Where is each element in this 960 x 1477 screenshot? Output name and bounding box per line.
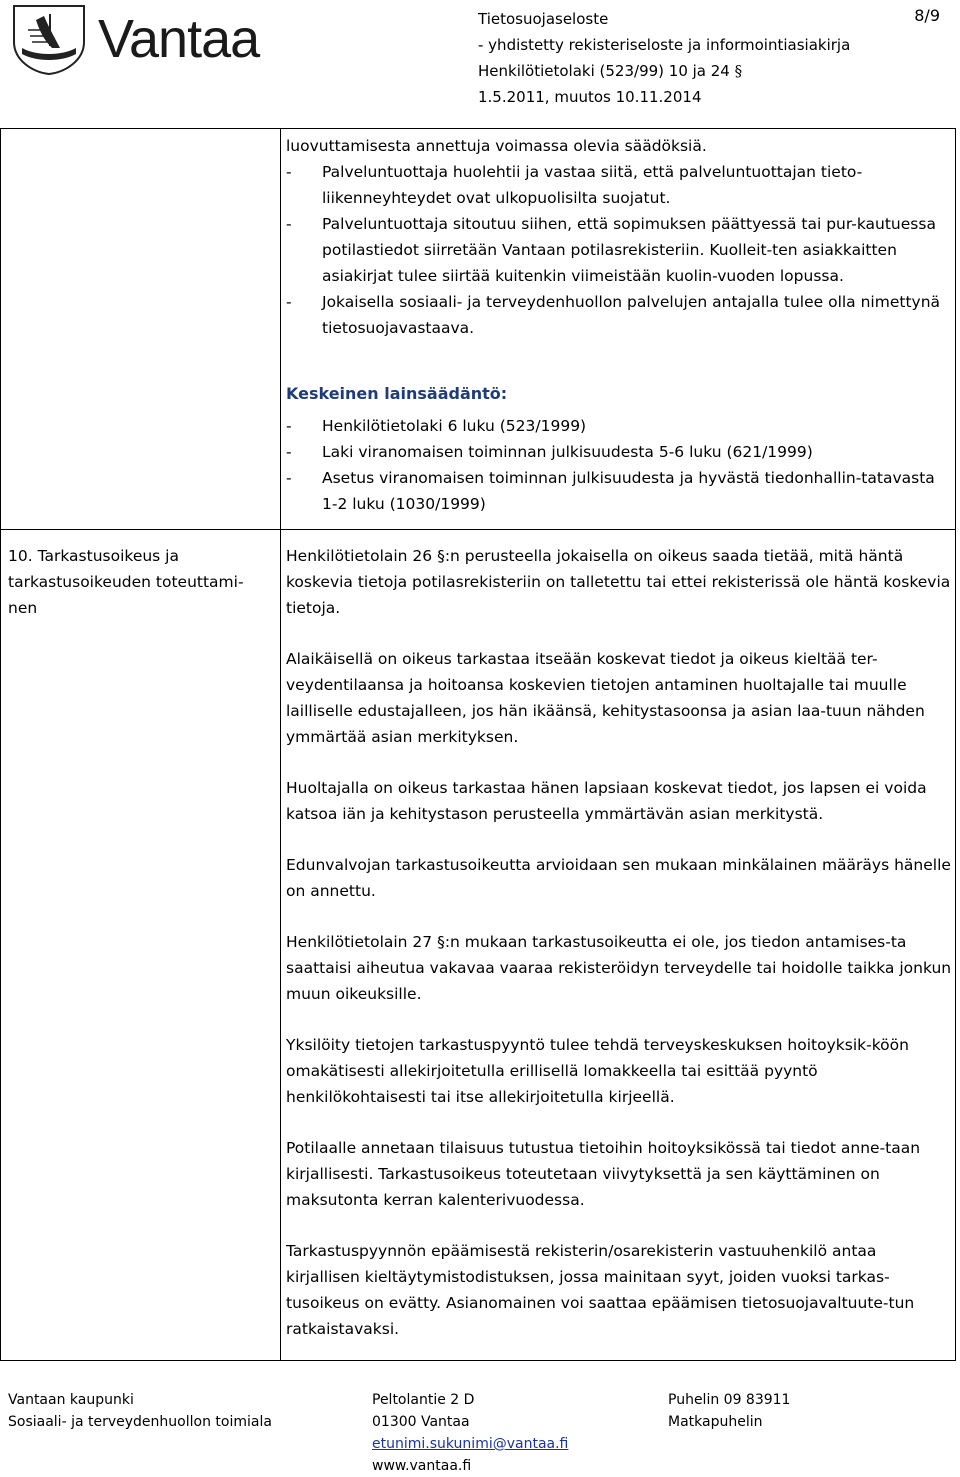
- footer-address: [372, 1389, 568, 1477]
- footer-department: Sosiaali- ja terveydenhuollon toimiala: [8, 1414, 272, 1430]
- legislation-list: [286, 413, 952, 517]
- vantaa-logo: [6, 2, 306, 78]
- footer-phone: Puhelin 09 83911: [668, 1392, 791, 1408]
- previous-section-continuation: [286, 133, 952, 341]
- vantaa-crest-icon: [6, 2, 92, 76]
- paragraph: Alaikäisellä on oikeus tarkastaa itseään koskevat tiedot ja oikeus kieltää ter-veydentilaansa ja hoitoansa koskevien tietojen antaminen huoltajalle tai muulle lailliselle edustajalleen, jos hän ikäänsä, kehitystasoonsa ja asian laa-tuun nähden ymmärtää asian merkityksen.: [286, 650, 925, 746]
- logo-wordmark: Vantaa: [98, 9, 260, 69]
- section-mark: §: [734, 62, 743, 80]
- footer-mobile: Matkapuhelin: [668, 1414, 763, 1430]
- footer-city: Vantaan kaupunki: [8, 1392, 134, 1408]
- paragraph: Tarkastuspyynnön epäämisestä rekisterin/osarekisterin vastuuhenkilö antaa kirjallisen kieltäytymistodistuksen, jossa mainitaan syyt, joiden vuoksi tarkas-tusoikeus on evätty. Asianomainen voi saattaa epäämisen tietosuojavaltuute-tun ratkaistavaksi.: [286, 1242, 915, 1338]
- legislation-item: - Asetus viranomaisen toiminnan julkisuudesta ja hyvästä tiedonhallin-tatavasta 1-2 luku (1030/1999): [286, 469, 935, 513]
- footer-organization: [8, 1389, 272, 1433]
- continuation-line: luovuttamisesta annettuja voimassa olevia säädöksiä.: [286, 137, 707, 155]
- section-10-label: 10. Tarkastusoikeus ja tarkastusoikeuden toteuttami-nen: [8, 547, 244, 617]
- law-reference-text: Henkilötietolaki (523/99) 10 ja 24: [478, 62, 730, 80]
- legislation-item: - Laki viranomaisen toiminnan julkisuudesta 5-6 luku (621/1999): [286, 443, 813, 461]
- bullet-item: - Palveluntuottaja sitoutuu siihen, että sopimuksen päättyessä tai pur-kautuessa potilastiedot siirretään Vantaan potilasrekisteriin. Kuolleit-ten asiakkaitten asiakirjat tulee siirtää kuitenkin viimeistään kuolin-vuoden lopussa.: [286, 215, 936, 285]
- footer-contact: [668, 1389, 790, 1433]
- footer-email-link[interactable]: etunimi.sukunimi@vantaa.fi: [372, 1436, 569, 1452]
- paragraph: Henkilötietolain 26 §:n perusteella jokaisella on oikeus saada tietää, mitä häntä koskevia tietoja potilasrekisteriin on talletettu tai ettei rekisterissä ole häntä koskevia tietoja.: [286, 547, 951, 617]
- footer-website[interactable]: www.vantaa.fi: [372, 1458, 472, 1474]
- paragraph: Potilaalle annetaan tilaisuus tutustua tietoihin hoitoyksikössä tai tiedot anne-taan kirjallisesti. Tarkastusoikeus toteutetaan viivytyksettä ja sen käyttäminen on maksutonta kerran kalenterivuodessa.: [286, 1139, 921, 1209]
- document-title: Tietosuojaseloste: [478, 10, 609, 28]
- legislation-heading: Keskeinen lainsäädäntö:: [286, 384, 508, 403]
- row-divider: [1, 529, 955, 530]
- document-date: 1.5.2011, muutos 10.11.2014: [478, 88, 702, 106]
- paragraph: Edunvalvojan tarkastusoikeutta arvioidaan sen mukaan minkälainen määräys hänelle on annettu.: [286, 856, 951, 900]
- legislation-item: - Henkilötietolaki 6 luku (523/1999): [286, 417, 587, 435]
- footer-street: Peltolantie 2 D: [372, 1392, 475, 1408]
- bullet-item: - Jokaisella sosiaali- ja terveydenhuollon palvelujen antajalla tulee olla nimettynä tietosuojavastaava.: [286, 293, 941, 337]
- paragraph: Huoltajalla on oikeus tarkastaa hänen lapsiaan koskevat tiedot, jos lapsen ei voida katsoa iän ja kehitystason perusteella ymmärtävän asian merkitystä.: [286, 779, 927, 823]
- section-10-body: [286, 543, 952, 1367]
- paragraph: Henkilötietolain 27 §:n mukaan tarkastusoikeutta ei ole, jos tiedon antamises-ta saattaisi aiheutua vakavaa vaaraa rekisteröidyn terveydelle tai hoidolle taikka jonkun muun oikeuksille.: [286, 933, 952, 1003]
- document-header: [478, 6, 850, 110]
- page-number: 8/9: [914, 6, 940, 25]
- law-reference: [478, 58, 850, 84]
- document-subtitle: - yhdistetty rekisteriseloste ja informointiasiakirja: [478, 36, 851, 54]
- bullet-item: - Palveluntuottaja huolehtii ja vastaa siitä, että palveluntuottajan tieto-liikenneyhteydet ovat ulkopuolisilta suojatut.: [286, 163, 863, 207]
- paragraph: Yksilöity tietojen tarkastuspyyntö tulee tehdä terveyskeskuksen hoitoyksik-köön omakätisesti allekirjoitetulla erillisellä lomakkeella tai esittää pyyntö henkilökohtaisesti tai itse allekirjoitetulla kirjeellä.: [286, 1036, 909, 1106]
- footer-postal: 01300 Vantaa: [372, 1414, 470, 1430]
